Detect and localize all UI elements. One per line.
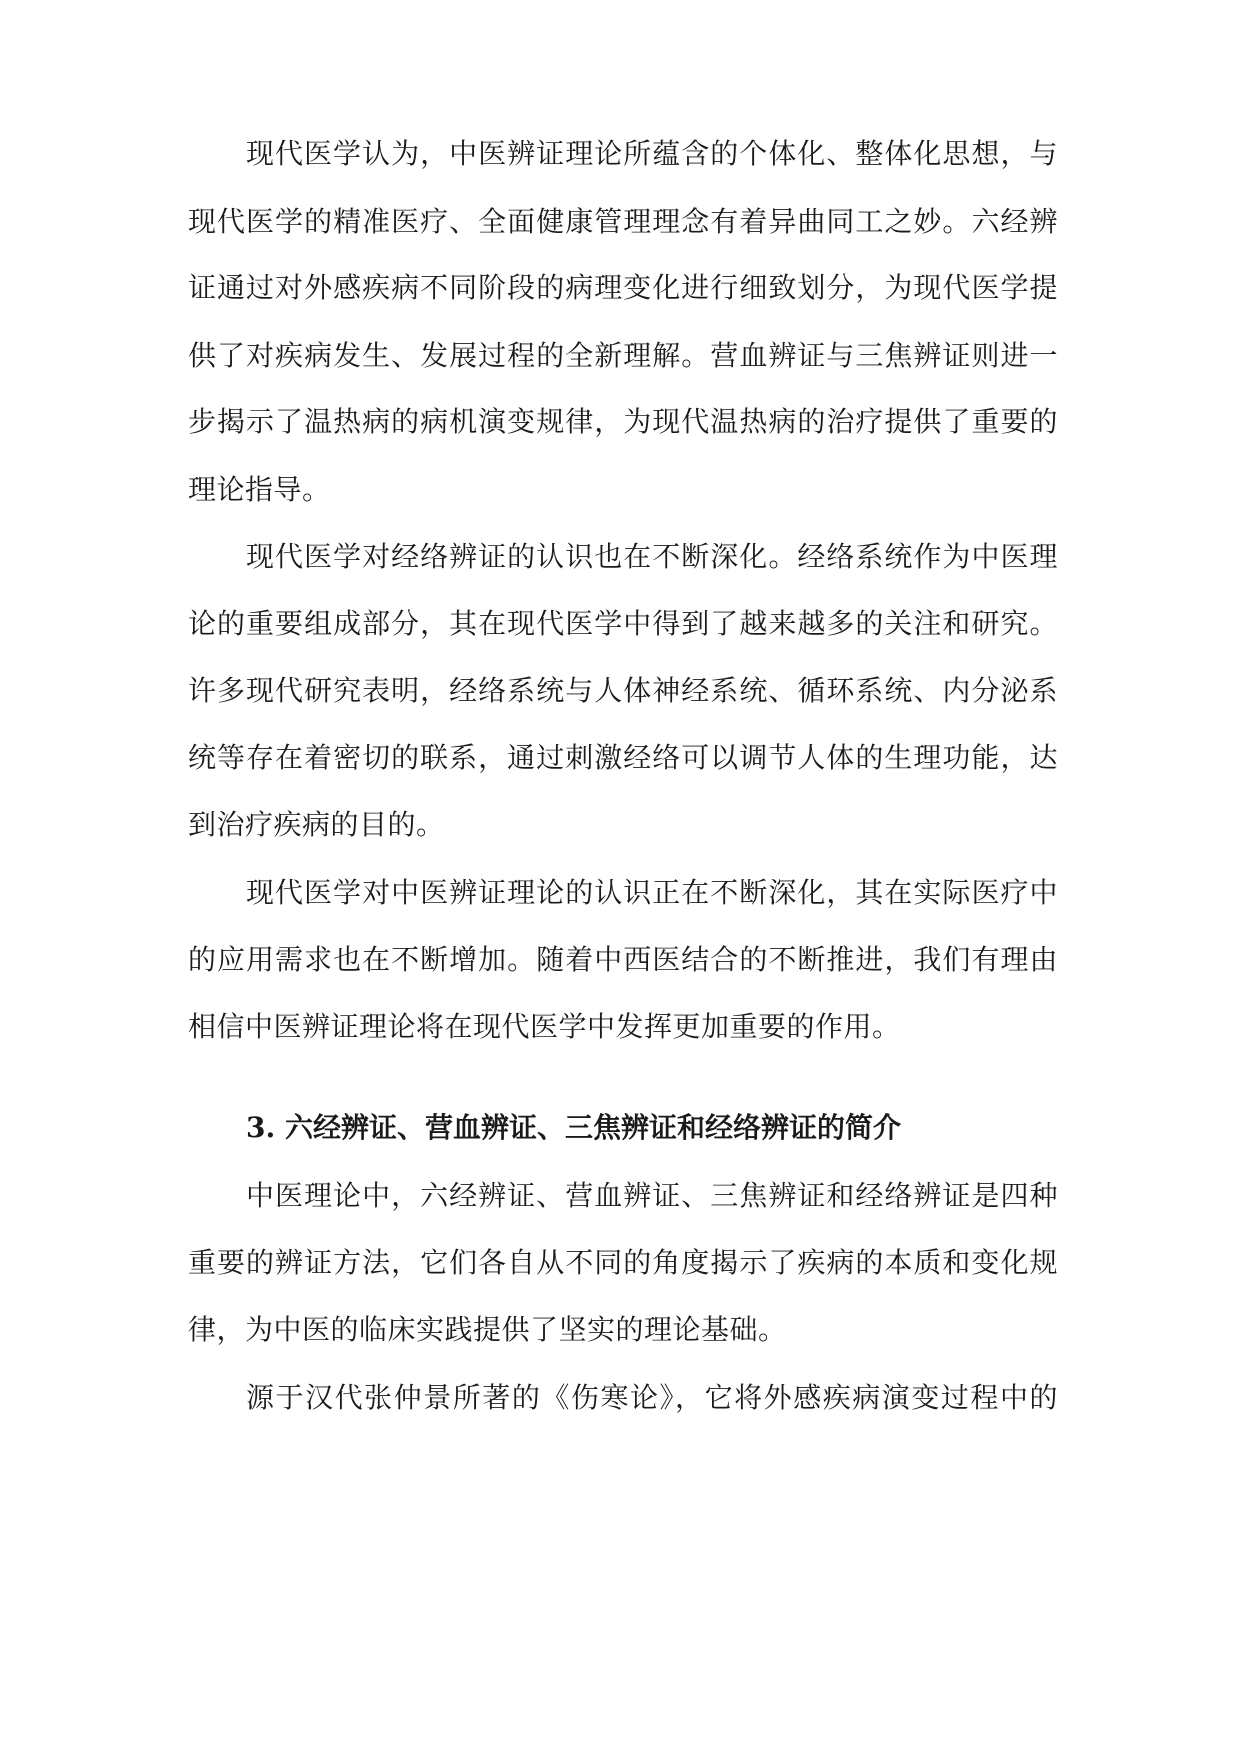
- paragraph-line: 重要的辨证方法，它们各自从不同的角度揭示了疾病的本质和变化规: [188, 1246, 1058, 1279]
- paragraph-line: 现代医学对中医辨证理论的认识正在不断深化，其在实际医疗中: [246, 876, 1058, 909]
- paragraph-line: 现代医学认为，中医辨证理论所蕴含的个体化、整体化思想，与: [246, 137, 1058, 170]
- section-heading: 3. 六经辨证、营血辨证、三焦辨证和经络辨证的简介: [246, 1111, 901, 1144]
- paragraph-line: 统等存在着密切的联系，通过刺激经络可以调节人体的生理功能，达: [188, 741, 1058, 774]
- paragraph-line: 的应用需求也在不断增加。随着中西医结合的不断推进，我们有理由: [188, 943, 1058, 976]
- paragraph-line: 证通过对外感疾病不同阶段的病理变化进行细致划分，为现代医学提: [188, 271, 1058, 304]
- paragraph-line: 理论指导。: [188, 473, 331, 506]
- paragraph-line: 论的重要组成部分，其在现代医学中得到了越来越多的关注和研究。: [188, 607, 1058, 640]
- paragraph-line: 步揭示了温热病的病机演变规律，为现代温热病的治疗提供了重要的: [188, 405, 1058, 438]
- paragraph-line: 中医理论中，六经辨证、营血辨证、三焦辨证和经络辨证是四种: [246, 1179, 1058, 1212]
- paragraph-line: 相信中医辨证理论将在现代医学中发挥更加重要的作用。: [188, 1010, 901, 1043]
- paragraph-line: 到治疗疾病的目的。: [188, 808, 445, 841]
- paragraph-line: 现代医学对经络辨证的认识也在不断深化。经络系统作为中医理: [246, 540, 1058, 573]
- paragraph-line: 现代医学的精准医疗、全面健康管理理念有着异曲同工之妙。六经辨: [188, 205, 1058, 238]
- paragraph-line: 律，为中医的临床实践提供了坚实的理论基础。: [188, 1313, 787, 1346]
- paragraph-line: 供了对疾病发生、发展过程的全新理解。营血辨证与三焦辨证则进一: [188, 339, 1058, 372]
- paragraph-line: 许多现代研究表明，经络系统与人体神经系统、循环系统、内分泌系: [188, 674, 1058, 707]
- paragraph-line: 源于汉代张仲景所著的《伤寒论》，它将外感疾病演变过程中的: [246, 1381, 1058, 1414]
